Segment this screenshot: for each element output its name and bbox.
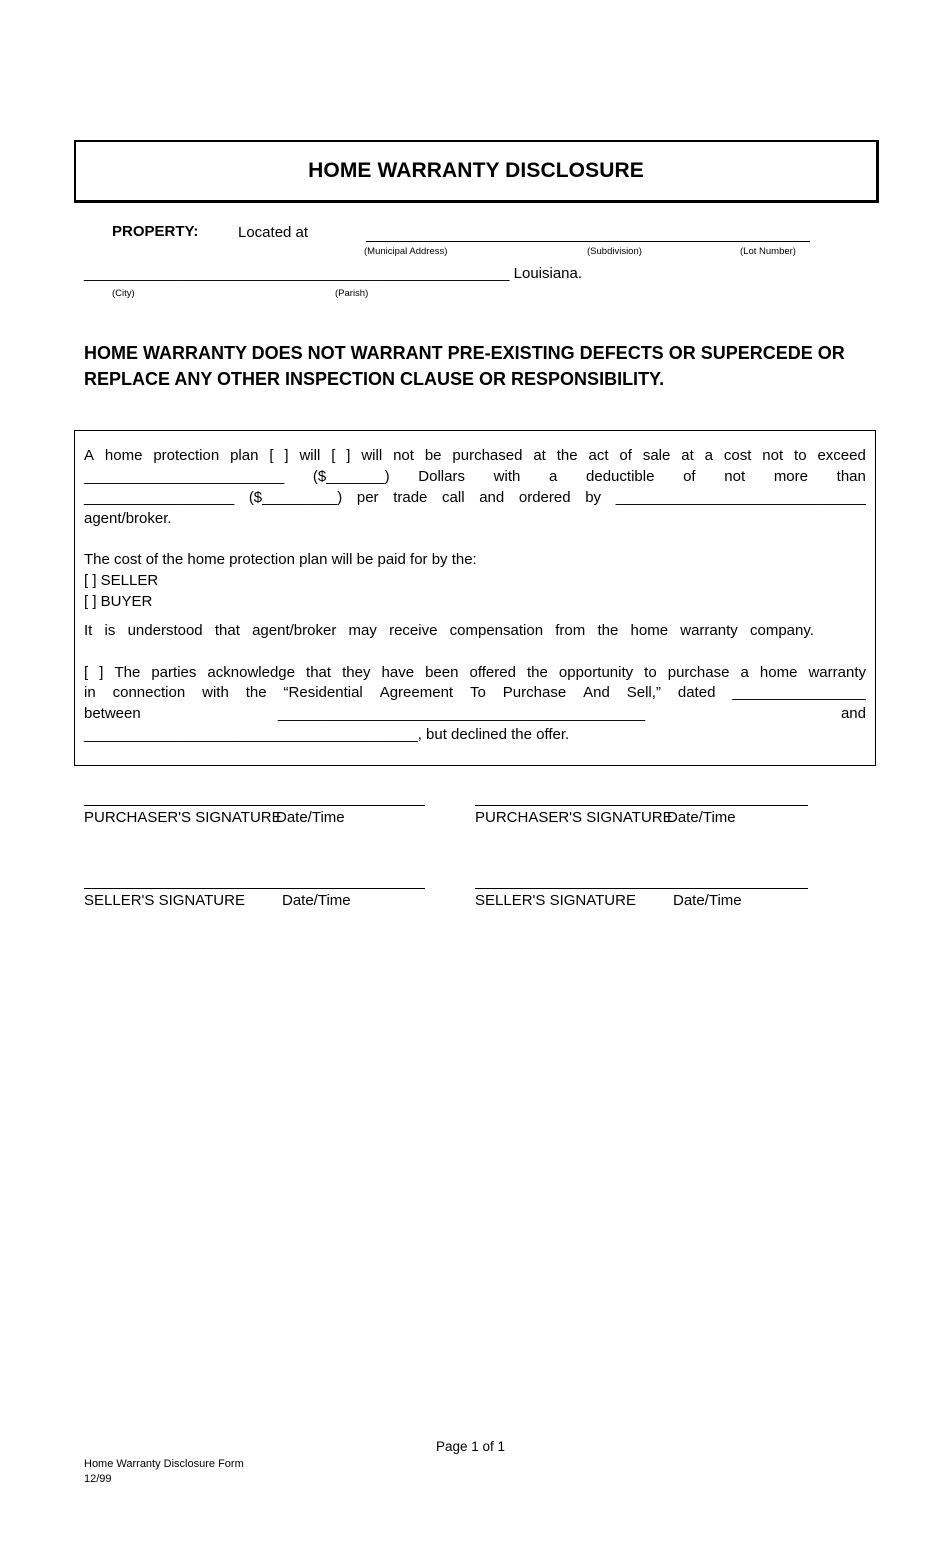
word: at: [533, 447, 546, 464]
word: been: [425, 664, 459, 681]
between-party-field[interactable]: ____________________________________________: [278, 705, 646, 722]
between-label: between: [84, 705, 141, 722]
word: than: [836, 468, 866, 485]
acknowledge-line-2: [84, 682, 866, 703]
word: The: [114, 664, 141, 681]
word: have: [381, 664, 415, 681]
title-box: [74, 140, 879, 203]
word: to: [794, 447, 807, 464]
word: sale: [642, 447, 671, 464]
word: per: [356, 489, 379, 506]
word: opportunity: [558, 664, 634, 681]
word: offered: [469, 664, 516, 681]
located-at-label: Located at: [238, 224, 309, 241]
word: not: [762, 447, 784, 464]
page-title: HOME WARRANTY DISCLOSURE: [308, 159, 644, 182]
word: purchase: [667, 664, 730, 681]
seller-signature-line-1[interactable]: [84, 888, 425, 889]
purchaser-date-label-2: Date/Time: [667, 809, 736, 826]
form-blank[interactable]: [: [331, 447, 336, 464]
plan-line-2: [84, 466, 866, 487]
purchaser-signature-label-1: PURCHASER'S SIGNATURE: [84, 809, 282, 826]
word: warranty: [808, 664, 866, 681]
word: understood: [127, 622, 203, 639]
word: ordered: [518, 489, 571, 506]
word: will: [299, 447, 321, 464]
page-number: Page 1 of 1: [436, 1439, 506, 1454]
seller-signature-label-1: SELLER'S SIGNATURE: [84, 892, 245, 909]
form-blank[interactable]: ________________________: [84, 468, 285, 485]
word: dated: [677, 684, 716, 701]
word: “Residential: [283, 684, 363, 701]
property-address-field[interactable]: [366, 241, 810, 242]
word: Sell,”: [626, 684, 661, 701]
footer: [84, 1457, 244, 1487]
word: cost: [723, 447, 752, 464]
acknowledge-line-4: ________________________________________, but declined the offer.: [84, 726, 570, 743]
word: at: [681, 447, 694, 464]
acknowledge-line-3: [84, 703, 866, 724]
purchaser-signature-line-2[interactable]: [475, 805, 808, 806]
word: Agreement: [379, 684, 454, 701]
seller-date-label-2: Date/Time: [673, 892, 742, 909]
word: It: [84, 622, 93, 639]
seller-signature-label-2: SELLER'S SIGNATURE: [475, 892, 636, 909]
form-blank[interactable]: ]: [99, 664, 104, 681]
word: act: [588, 447, 609, 464]
word: not: [393, 447, 414, 464]
city-parish-blank[interactable]: ___________________________________________________: [84, 265, 510, 282]
word: the: [556, 447, 578, 464]
word: Purchase: [502, 684, 567, 701]
word: To: [470, 684, 486, 701]
plan-line-4: agent/broker.: [84, 510, 172, 527]
word: in: [84, 684, 96, 701]
word: receive: [389, 622, 438, 639]
purchaser-date-label-1: Date/Time: [276, 809, 345, 826]
word: a: [740, 664, 749, 681]
word: they: [342, 664, 371, 681]
form-blank[interactable]: ________________: [732, 684, 866, 701]
word: be: [424, 447, 442, 464]
word: the: [245, 684, 267, 701]
parish-caption: (Parish): [335, 288, 369, 299]
word: home: [630, 622, 669, 639]
word: Dollars: [418, 468, 465, 485]
word: of: [619, 447, 632, 464]
subdivision-caption: (Subdivision): [587, 246, 642, 257]
word: a: [704, 447, 713, 464]
word: company.: [749, 622, 814, 639]
city-parish-field[interactable]: [84, 265, 582, 282]
warranty-warning: HOME WARRANTY DOES NOT WARRANT PRE-EXISTING DEFECTS OR SUPERCEDE OR REPLACE ANY OTHER INSPECTION CLAUSE OR RESPONSIBILITY.: [84, 343, 845, 389]
word: may: [348, 622, 377, 639]
lot-number-caption: (Lot Number): [740, 246, 796, 257]
word: of: [683, 468, 696, 485]
purchaser-signature-line-1[interactable]: [84, 805, 425, 806]
word: trade: [393, 489, 428, 506]
word: the: [597, 622, 619, 639]
paid-by-text: The cost of the home protection plan will be paid for by the:: [84, 551, 477, 568]
word: is: [104, 622, 116, 639]
seller-checkbox[interactable]: [ ] SELLER: [84, 572, 159, 589]
word: home: [759, 664, 798, 681]
form-blank[interactable]: ($_______): [312, 468, 390, 485]
word: the: [527, 664, 548, 681]
word: parties: [151, 664, 197, 681]
word: that: [214, 622, 240, 639]
word: and: [479, 489, 505, 506]
word: compensation: [449, 622, 544, 639]
purchaser-signature-label-2: PURCHASER'S SIGNATURE: [475, 809, 673, 826]
plan-line-1: [84, 445, 866, 466]
word: to: [644, 664, 657, 681]
compensation-text: [84, 620, 814, 641]
city-caption: (City): [112, 288, 135, 299]
municipal-address-caption: (Municipal Address): [364, 246, 448, 257]
form-blank[interactable]: ]: [284, 447, 289, 464]
form-blank[interactable]: [: [84, 664, 89, 681]
footer-form-name: Home Warranty Disclosure Form: [84, 1458, 244, 1470]
acknowledge-line-1: [84, 662, 866, 683]
word: connection: [112, 684, 186, 701]
word: agent/broker: [252, 622, 337, 639]
state-label: Louisiana.: [513, 265, 583, 282]
footer-form-date: 12/99: [84, 1473, 112, 1485]
form-blank[interactable]: ______________________________: [615, 489, 866, 506]
plan-line-3: [84, 487, 866, 508]
word: more: [773, 468, 808, 485]
word: a: [549, 468, 558, 485]
word: from: [555, 622, 586, 639]
buyer-checkbox[interactable]: [ ] BUYER: [84, 593, 153, 610]
word: deductible: [586, 468, 655, 485]
word: exceed: [817, 447, 866, 464]
word: A: [84, 447, 95, 464]
property-label: PROPERTY:: [112, 223, 199, 240]
form-blank[interactable]: ]: [346, 447, 351, 464]
word: acknowledge: [207, 664, 295, 681]
and-label: and: [840, 705, 866, 722]
word: call: [442, 489, 465, 506]
seller-signature-line-2[interactable]: [475, 888, 808, 889]
word: home: [104, 447, 143, 464]
word: plan: [230, 447, 259, 464]
word: that: [306, 664, 332, 681]
word: by: [585, 489, 602, 506]
form-blank[interactable]: __________________: [84, 489, 235, 506]
word: And: [583, 684, 610, 701]
word: with: [202, 684, 229, 701]
word: with: [493, 468, 521, 485]
word: protection: [153, 447, 220, 464]
word: warranty: [680, 622, 738, 639]
word: not: [724, 468, 746, 485]
form-blank[interactable]: ($_________): [248, 489, 343, 506]
word: purchased: [452, 447, 523, 464]
seller-date-label-1: Date/Time: [282, 892, 351, 909]
form-blank[interactable]: [: [269, 447, 274, 464]
word: will: [361, 447, 383, 464]
